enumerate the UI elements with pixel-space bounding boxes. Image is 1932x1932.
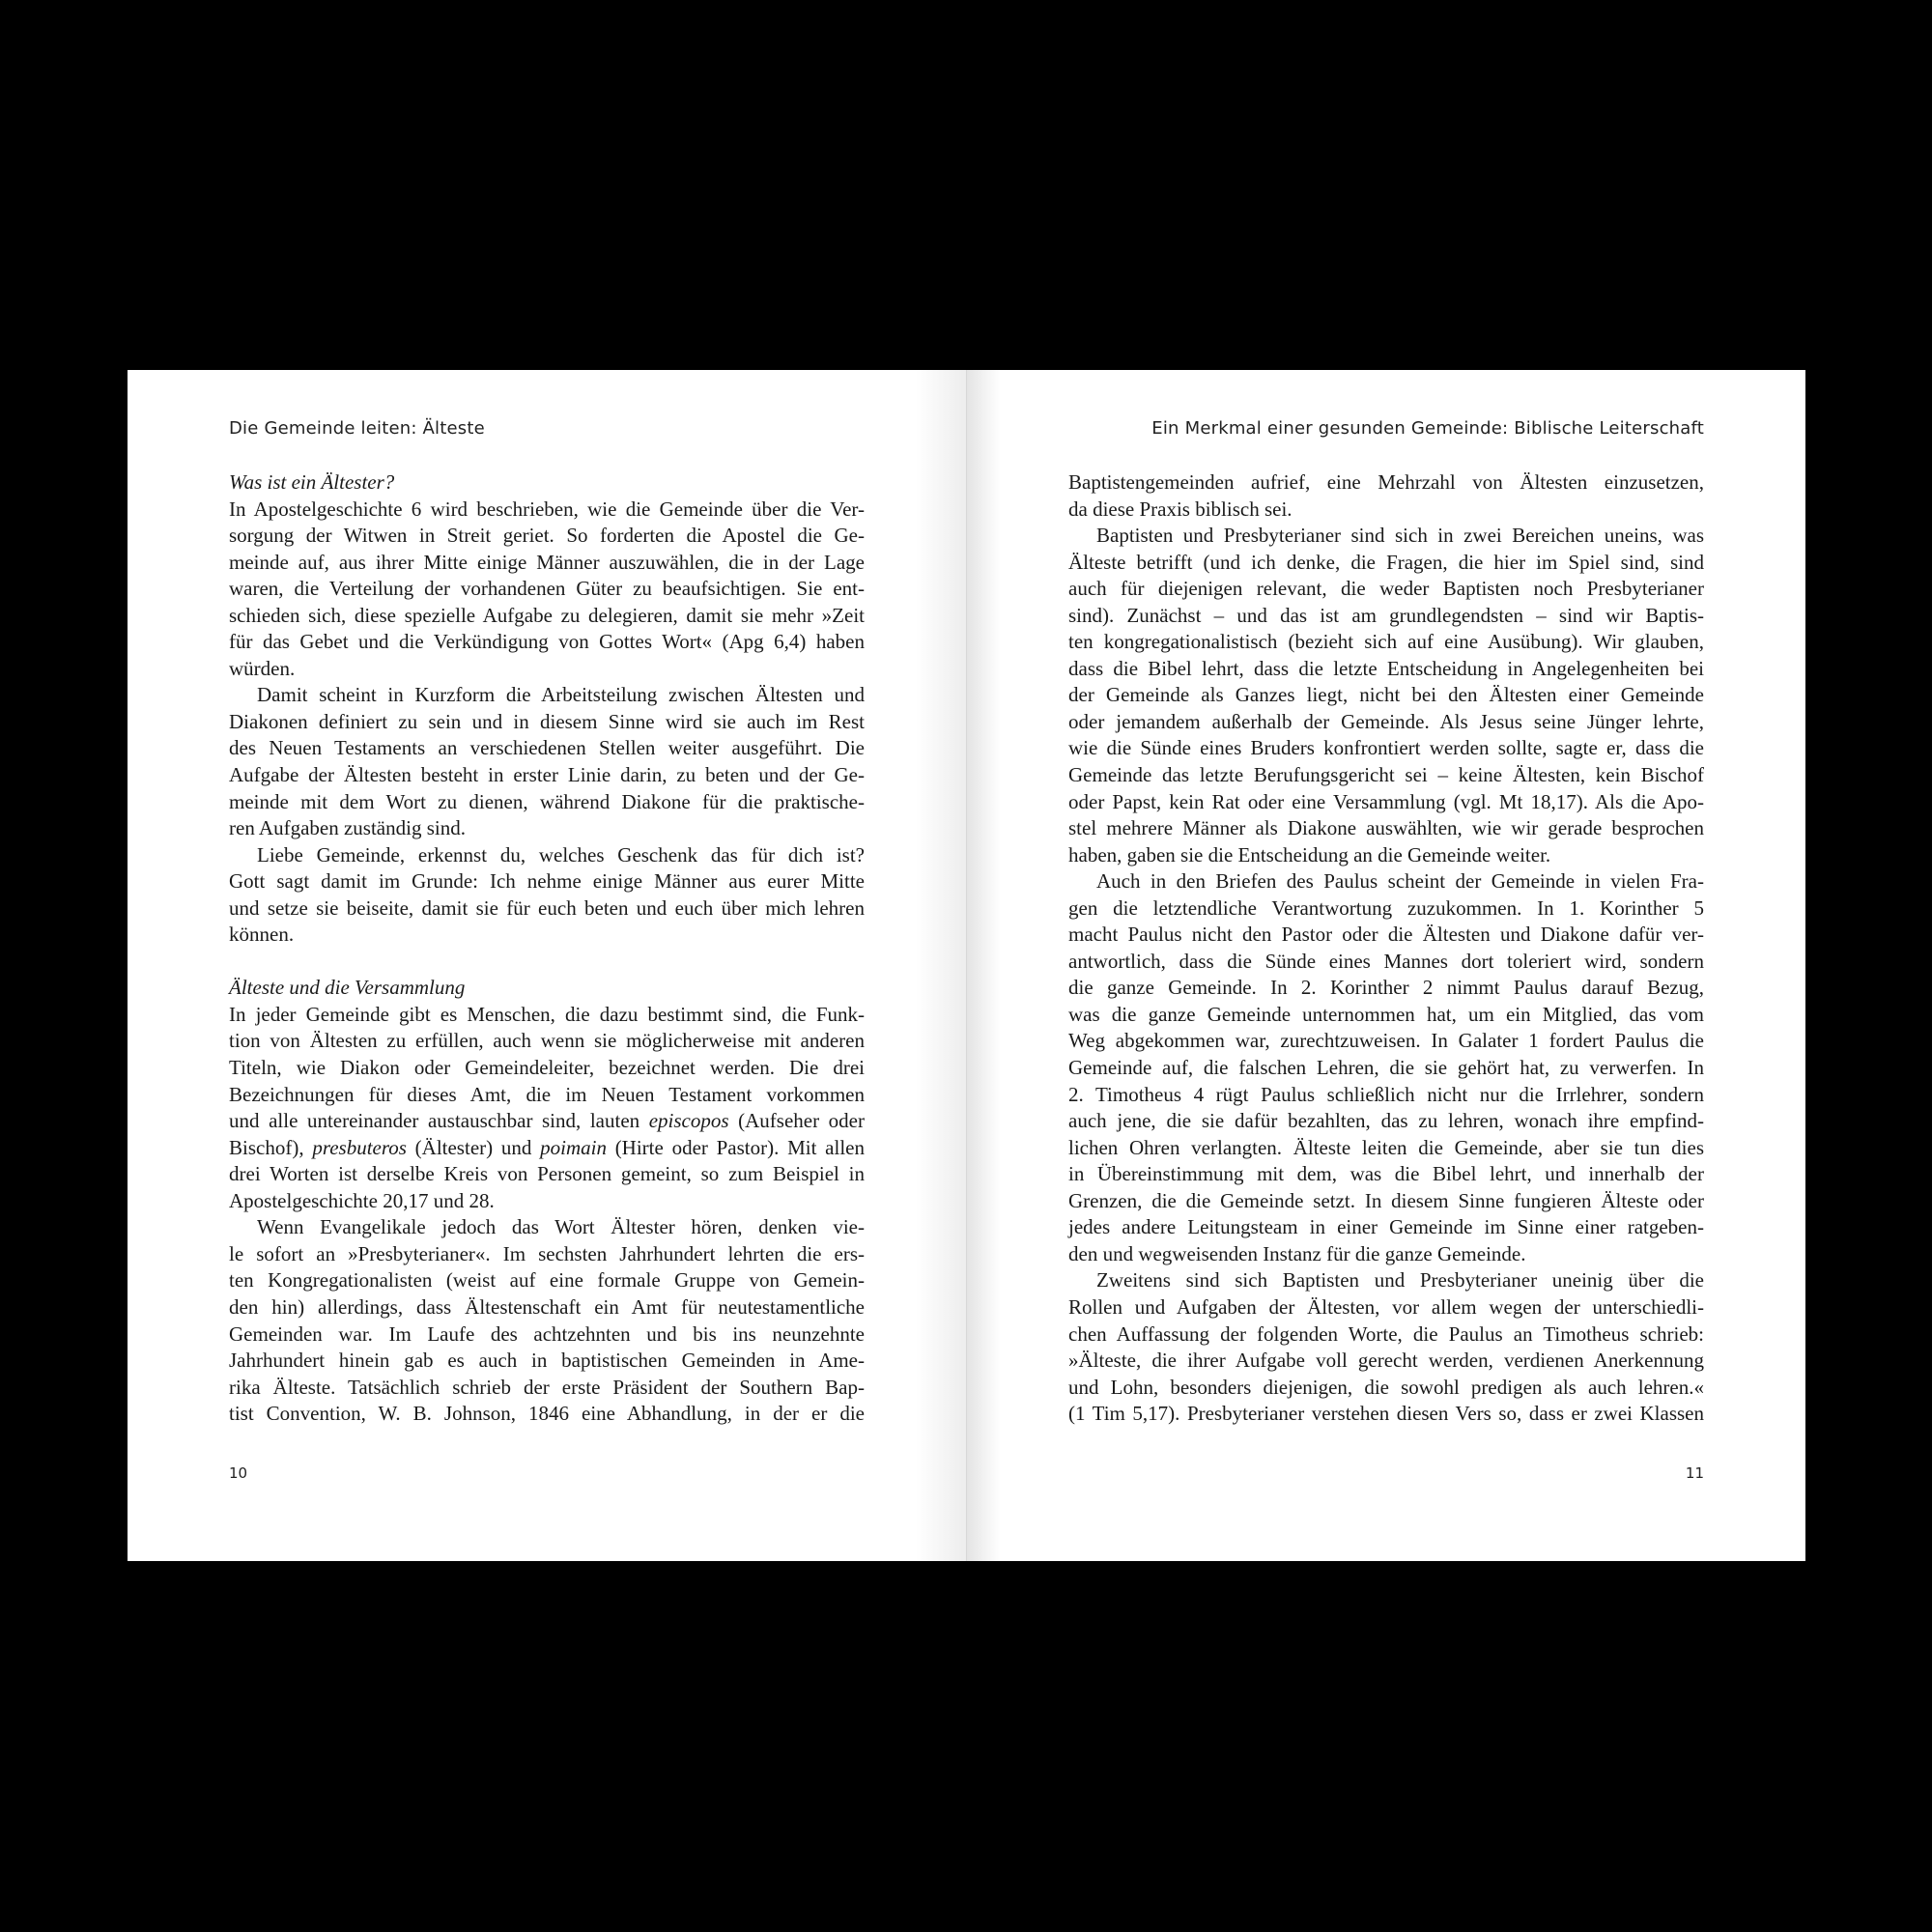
italic-term: poimain — [540, 1135, 607, 1159]
text-line: (1 Tim 5,17). Presbyterianer verstehen diesen Vers so, dass er zwei Klassen — [1068, 1402, 1704, 1426]
text-line: haben, gaben sie die Entscheidung an die Gemeinde weiter. — [1068, 842, 1551, 867]
text-line: lichen Ohren verlangten. Älteste leiten die Gemeinde, aber sie tun dies — [1068, 1135, 1704, 1159]
paragraph — [229, 842, 865, 949]
text-line: Bezeichnungen für dieses Amt, die im Neuen Testament vorkommen — [229, 1082, 865, 1106]
paragraph — [1068, 523, 1704, 868]
text-line: rika Älteste. Tatsächlich schrieb der erste Präsident der Southern Bap- — [229, 1375, 865, 1399]
text-line: meinde auf, aus ihrer Mitte einige Männer auszuwählen, die in der Lage — [229, 550, 865, 574]
text-line: für das Gebet und die Verkündigung von Gottes Wort« (Apg 6,4) haben — [229, 630, 865, 654]
paragraph — [229, 497, 865, 683]
text-line: des Neuen Testaments an verschiedenen Stellen weiter ausgeführt. Die — [229, 736, 865, 760]
text-line: »Älteste, die ihrer Aufgabe voll gerecht werden, verdienen Anerkennung — [1068, 1349, 1704, 1373]
italic-term: presbuteros — [312, 1135, 407, 1159]
text-line: stel mehrere Männer als Diakone auswählten, wie wir gerade besprochen — [1068, 816, 1704, 840]
text-line: tion von Ältesten zu erfüllen, auch wenn sie möglicherweise mit anderen — [229, 1029, 865, 1053]
paragraph — [1068, 868, 1704, 1267]
text-line: Weg abgekommen war, zurechtzuweisen. In Galater 1 fordert Paulus die — [1068, 1029, 1704, 1053]
running-head-right: Ein Merkmal einer gesunden Gemeinde: Biblische Leiterschaft — [1151, 418, 1704, 439]
text-line: drei Worten ist derselbe Kreis von Personen gemeint, so zum Beispiel in — [229, 1162, 865, 1186]
text-line: 2. Timotheus 4 rügt Paulus schließlich nicht nur die Irrlehrer, sondern — [1068, 1082, 1704, 1106]
text-run: Bischof), — [229, 1135, 313, 1159]
text-line: da diese Praxis biblisch sei. — [1068, 497, 1293, 521]
section-spacer — [229, 949, 865, 976]
text-line: In Apostelgeschichte 6 wird beschrieben, wie die Gemeinde über die Ver- — [229, 497, 865, 521]
text-line: der Gemeinde als Ganzes liegt, nicht bei den Ältesten einer Gemeinde — [1068, 683, 1704, 707]
paragraph — [229, 682, 865, 841]
text-run: (Hirte oder Pastor). Mit allen — [606, 1135, 865, 1159]
text-line: macht Paulus nicht den Pastor oder die Ältesten und Diakone dafür ver- — [1068, 923, 1704, 947]
text-line: Gemeinde auf, die falschen Lehren, die sie gehört hat, zu verwerfen. In — [1068, 1056, 1704, 1080]
text-line: ren Aufgaben zuständig sind. — [229, 816, 466, 840]
text-line: le sofort an »Presbyterianer«. Im sechsten Jahrhundert lehrten die ers- — [229, 1241, 865, 1265]
text-line: und Lohn, besonders diejenigen, die sowohl predigen als auch lehren.« — [1068, 1375, 1704, 1399]
text-line: ten kongregationalistisch (bezieht sich auf eine Ausübung). Wir glauben, — [1068, 630, 1704, 654]
text-line: den hin) allerdings, dass Ältestenschaft ein Amt für neutestamentliche — [229, 1294, 865, 1319]
text-line: gen die letztendliche Verantwortung zuzukommen. In 1. Korinther 5 — [1068, 895, 1704, 920]
book-spread — [128, 370, 1805, 1561]
text-line: tist Convention, W. B. Johnson, 1846 eine Abhandlung, in der er die — [229, 1402, 865, 1426]
text-line: Jahrhundert hinein gab es auch in baptistischen Gemeinden in Ame- — [229, 1349, 865, 1373]
text-line: auch für diejenigen relevant, die weder Baptisten noch Presbyterianer — [1068, 577, 1704, 601]
italic-term: episcopos — [648, 1109, 729, 1133]
text-line: oder Papst, kein Rat oder eine Versammlung (vgl. Mt 18,17). Als die Apo- — [1068, 789, 1704, 813]
text-line: Grenzen, die die Gemeinde setzt. In diesem Sinne fungieren Älteste oder — [1068, 1188, 1704, 1212]
text-line: würden. — [229, 656, 296, 680]
text-line: Aufgabe der Ältesten besteht in erster Linie darin, zu beten und der Ge- — [229, 763, 865, 787]
paragraph — [229, 1214, 865, 1427]
text-line: auch jene, die sie dafür bezahlten, das zu lehren, wonach ihre empfind- — [1068, 1109, 1704, 1133]
right-text-block — [1068, 469, 1704, 1428]
left-text-block — [229, 469, 865, 1428]
section-heading: Älteste und die Versammlung — [229, 976, 466, 1000]
text-line: die ganze Gemeinde. In 2. Korinther 2 nimmt Paulus darauf Bezug, — [1068, 976, 1704, 1000]
paragraph — [229, 1002, 865, 1214]
text-line: Wenn Evangelikale jedoch das Wort Ältester hören, denken vie- — [257, 1215, 865, 1239]
text-run: (Ältester) und — [406, 1135, 541, 1159]
text-line: wie die Sünde eines Bruders konfrontiert werden sollte, sagte er, dass die — [1068, 736, 1704, 760]
text-run: und alle untereinander austauschbar sind, lauten — [229, 1109, 649, 1133]
text-line: Liebe Gemeinde, erkennst du, welches Geschenk das für dich ist? — [257, 842, 865, 867]
text-line: waren, die Verteilung der vorhandenen Güter zu beaufsichtigen. Sie ent- — [229, 577, 865, 601]
text-line: chen Auffassung der folgenden Worte, die Paulus an Timotheus schrieb: — [1068, 1321, 1704, 1346]
text-line: den und wegweisenden Instanz für die ganze Gemeinde. — [1068, 1241, 1526, 1265]
text-line: Titeln, wie Diakon oder Gemeindeleiter, bezeichnet werden. Die drei — [229, 1056, 865, 1080]
text-line: Apostelgeschichte 20,17 und 28. — [229, 1188, 495, 1212]
text-line: Zweitens sind sich Baptisten und Presbyterianer uneinig über die — [1096, 1268, 1704, 1293]
text-line: können. — [229, 923, 295, 947]
text-line: Rollen und Aufgaben der Ältesten, vor allem wegen der unterschiedli- — [1068, 1294, 1704, 1319]
paragraph — [1068, 1267, 1704, 1427]
text-line: Gemeinden war. Im Laufe des achtzehnten und bis ins neunzehnte — [229, 1321, 865, 1346]
text-line: Baptisten und Presbyterianer sind sich in zwei Bereichen uneins, was — [1096, 524, 1704, 548]
text-line: was die ganze Gemeinde unternommen hat, um ein Mitglied, das vom — [1068, 1002, 1704, 1026]
text-line — [229, 1135, 865, 1162]
text-line: jedes andere Leitungsteam in einer Gemeinde im Sinne einer ratgeben- — [1068, 1215, 1704, 1239]
text-line: sind). Zunächst – und das ist am grundlegendsten – sind wir Baptis- — [1068, 603, 1704, 627]
text-line — [229, 1108, 865, 1135]
text-run: (Aufseher oder — [728, 1109, 865, 1133]
section-heading: Was ist ein Ältester? — [229, 470, 395, 494]
text-line: meinde mit dem Wort zu dienen, während Diakone für die praktische- — [229, 789, 865, 813]
page-number-right: 11 — [1685, 1464, 1704, 1482]
text-line: Diakonen definiert zu sein und in diesem Sinne wird sie auch im Rest — [229, 709, 865, 733]
text-line: ten Kongregationalisten (weist auf eine formale Gruppe von Gemein- — [229, 1268, 865, 1293]
text-line: oder jemandem außerhalb der Gemeinde. Als Jesus seine Jünger lehrte, — [1068, 709, 1704, 733]
text-line: antwortlich, dass die Sünde eines Mannes dort toleriert wird, sondern — [1068, 949, 1704, 973]
left-page — [128, 370, 966, 1561]
text-line: in Übereinstimmung mit dem, was die Bibel lehrt, und innerhalb der — [1068, 1162, 1704, 1186]
text-line: Auch in den Briefen des Paulus scheint der Gemeinde in vielen Fra- — [1096, 869, 1704, 894]
text-line: und setze sie beiseite, damit sie für euch beten und euch über mich lehren — [229, 895, 865, 920]
text-line: dass die Bibel lehrt, dass die letzte Entscheidung in Angelegenheiten bei — [1068, 656, 1704, 680]
text-line: Gemeinde das letzte Berufungsgericht sei – keine Ältesten, kein Bischof — [1068, 763, 1704, 787]
running-head-left: Die Gemeinde leiten: Älteste — [229, 418, 485, 439]
text-line: Älteste betrifft (und ich denke, die Fragen, die hier im Spiel sind, sind — [1068, 550, 1704, 574]
page-number-left: 10 — [229, 1464, 248, 1482]
paragraph — [1068, 469, 1704, 523]
text-line: Baptistengemeinden aufrief, eine Mehrzahl von Ältesten einzusetzen, — [1068, 470, 1704, 494]
text-line: Damit scheint in Kurzform die Arbeitsteilung zwischen Ältesten und — [257, 683, 865, 707]
text-line: In jeder Gemeinde gibt es Menschen, die dazu bestimmt sind, die Funk- — [229, 1002, 865, 1026]
text-line: schieden sich, diese spezielle Aufgabe zu delegieren, damit sie mehr »Zeit — [229, 603, 865, 627]
right-page — [967, 370, 1805, 1561]
text-line: Gott sagt damit im Grunde: Ich nehme einige Männer aus eurer Mitte — [229, 869, 865, 894]
text-line: sorgung der Witwen in Streit geriet. So forderten die Apostel die Ge- — [229, 524, 865, 548]
